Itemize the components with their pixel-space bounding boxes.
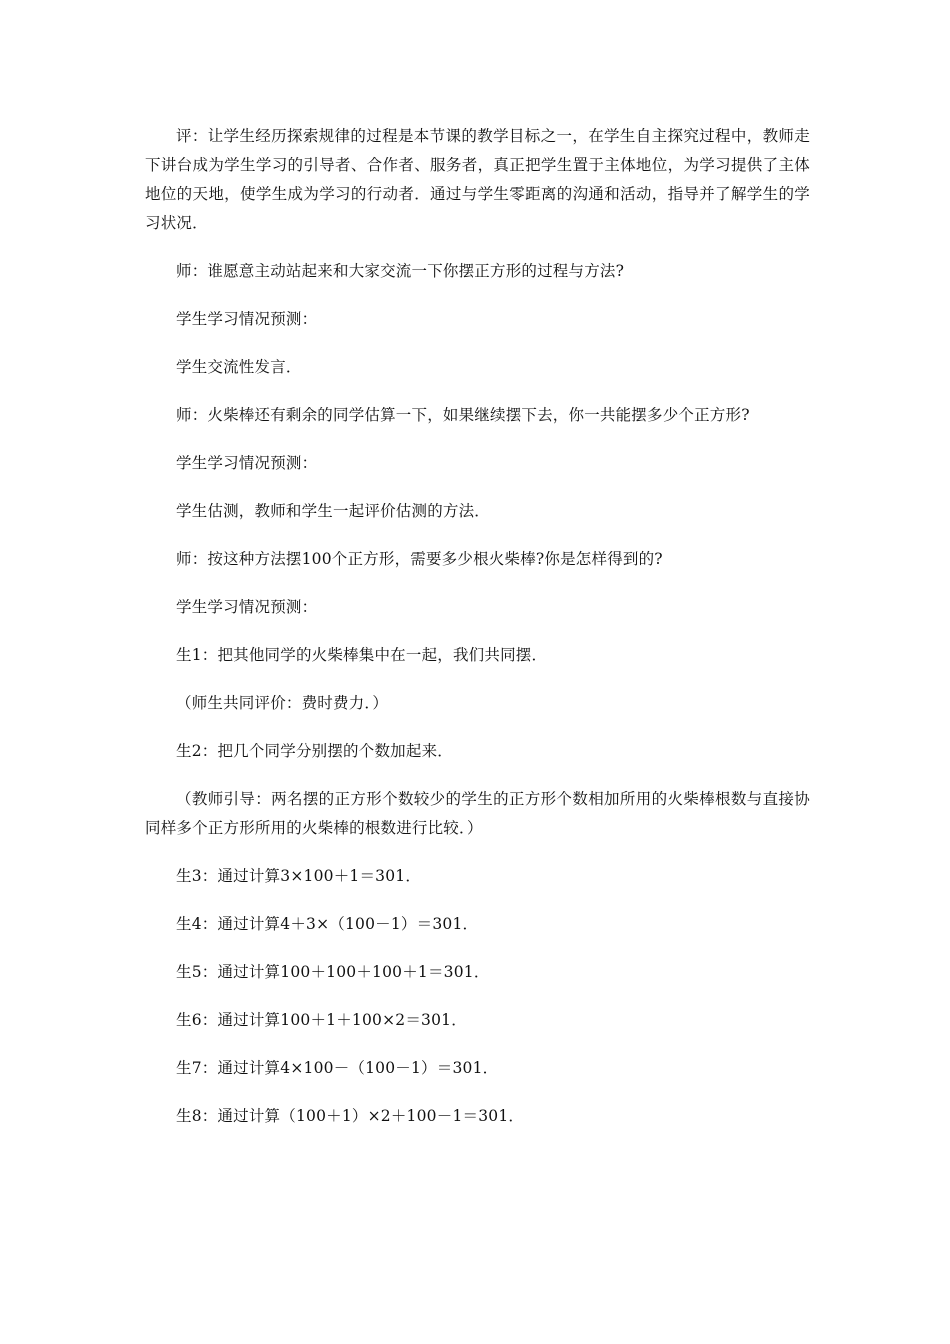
paragraph-student-8: 生8：通过计算（100＋1）×2＋100－1＝301．: [176, 1107, 525, 1125]
paragraph-student-7: 生7：通过计算4×100－（100－1）＝301．: [176, 1059, 499, 1077]
paragraph-student-6: 生6：通过计算100＋1＋100×2＝301．: [176, 1011, 467, 1029]
paragraph-teacher-question-1: 师：谁愿意主动站起来和大家交流一下你摆正方形的过程与方法?: [176, 262, 625, 280]
paragraph-teacher-guide: （教师引导：两名摆的正方形个数较少的学生的正方形个数相加所用的火柴棒根数与直接协同样多个正方形所用的火柴棒的根数进行比较．）: [145, 790, 810, 837]
paragraph-prediction-1: 学生学习情况预测：: [176, 310, 318, 328]
paragraph-teacher-question-3: 师：按这种方法摆100个正方形，需要多少根火柴棒?你是怎样得到的?: [176, 550, 663, 568]
paragraph-student-exchange: 学生交流性发言．: [176, 358, 302, 376]
paragraph-prediction-3: 学生学习情况预测：: [176, 598, 318, 616]
paragraph-student-5: 生5：通过计算100＋100＋100＋1＝301．: [176, 963, 490, 981]
paragraph-student-estimate: 学生估测，教师和学生一起评价估测的方法．: [176, 502, 491, 520]
document-body: [145, 122, 810, 1150]
paragraph-teacher-question-2: 师：火柴棒还有剩余的同学估算一下，如果继续摆下去，你一共能摆多少个正方形?: [176, 406, 750, 424]
paragraph-student-2: 生2：把几个同学分别摆的个数加起来．: [176, 742, 453, 760]
paragraph-prediction-2: 学生学习情况预测：: [176, 454, 318, 472]
paragraph-student-3: 生3：通过计算3×100＋1＝301．: [176, 867, 422, 885]
paragraph-evaluation: （师生共同评价：费时费力．）: [176, 694, 389, 712]
paragraph-student-1: 生1：把其他同学的火柴棒集中在一起，我们共同摆．: [176, 646, 548, 664]
paragraph-comment: 评：让学生经历探索规律的过程是本节课的教学目标之一，在学生自主探究过程中，教师走下讲台成为学生学习的引导者、合作者、服务者，真正把学生置于主体地位，为学习提供了主体地位的天地，使学生成为学习的行动者．通过与学生零距离的沟通和活动，指导并了解学生的学习状况．: [145, 127, 810, 232]
paragraph-student-4: 生4：通过计算4＋3×（100－1）＝301．: [176, 915, 479, 933]
